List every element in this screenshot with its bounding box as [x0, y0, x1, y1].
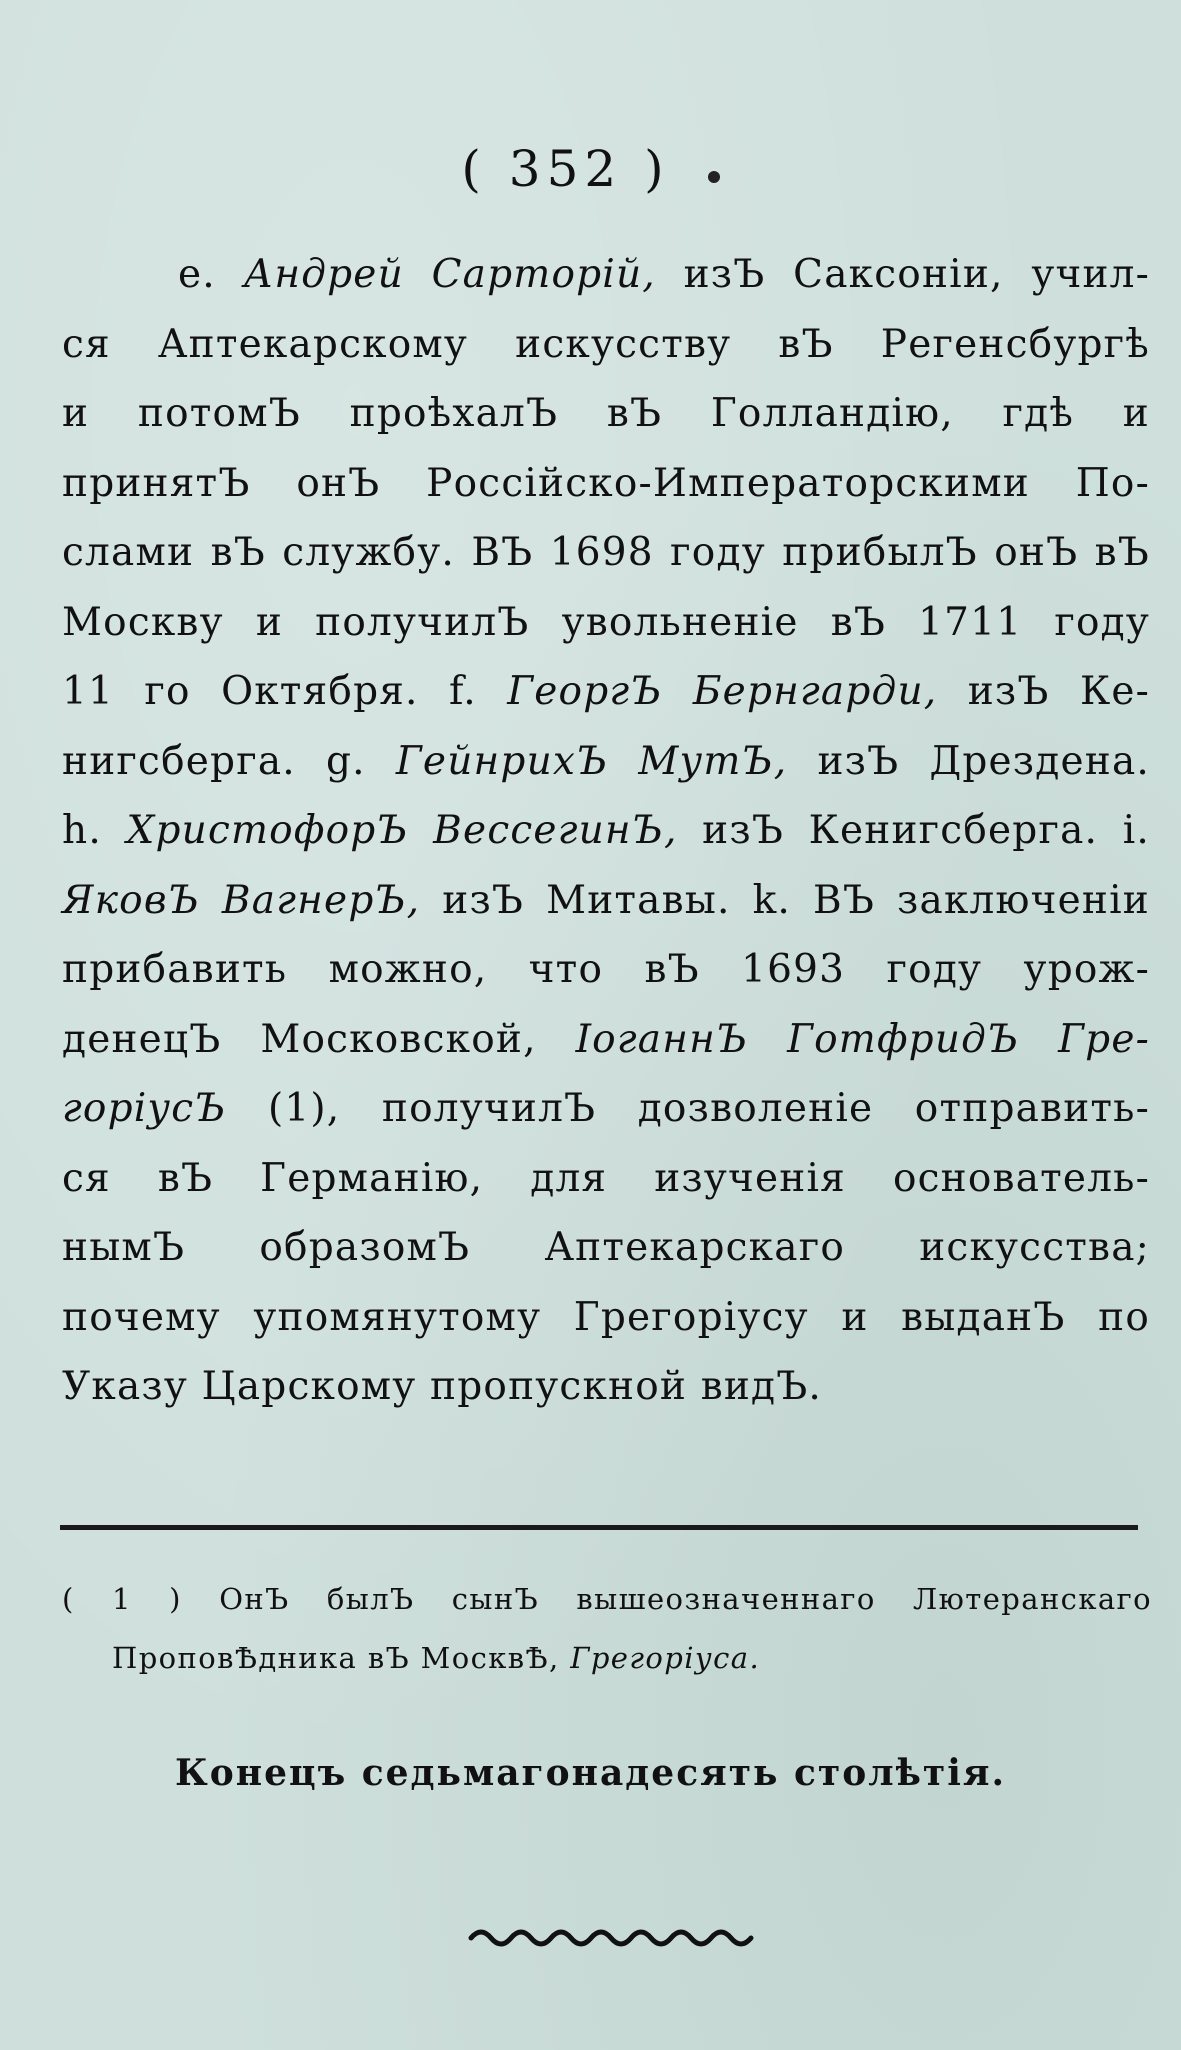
italic-name: ГейнрихЪ МутЪ, [395, 738, 788, 784]
text-line [62, 1213, 1150, 1283]
main-text [62, 240, 1150, 1422]
footnote-line-2-italic: Грегоріуса. [570, 1641, 761, 1675]
text-line [62, 449, 1150, 519]
text-segment: 11 го Октября. f. [62, 669, 508, 714]
italic-name: Андрей Сарторій, [243, 252, 656, 297]
text-segment: нымЪ образомЪ Аптекарскаго искусства; [62, 1225, 1150, 1270]
page-number-text: ( 352 ) [461, 140, 670, 198]
text-segment: e. [178, 252, 244, 297]
italic-name: горіусЪ [62, 1086, 227, 1131]
text-segment: изЪ Митавы. k. ВЪ заключеніи [420, 877, 1150, 923]
text-line [62, 1005, 1150, 1075]
italic-name: ЯковЪ ВагнерЪ, [62, 877, 421, 923]
italic-name: ГеоргЪ Бернгарди, [507, 669, 938, 714]
text-line [62, 379, 1150, 449]
text-segment: денецЪ Московской, [62, 1016, 576, 1062]
text-line [62, 727, 1150, 797]
text-line [62, 310, 1150, 380]
text-segment: изЪ Саксоніи, учил- [655, 252, 1150, 297]
footnote-line-2-text: ПроповѢдника вЪ МосквѢ, [112, 1641, 571, 1675]
text-segment: ся вЪ Германію, для изученія основатель- [62, 1155, 1150, 1201]
text-segment: h. [62, 808, 127, 853]
text-segment: и потомЪ проѣхалЪ вЪ Голландію, гдѣ и [62, 391, 1150, 436]
text-line [62, 1352, 1150, 1422]
footnote-line-2 [62, 1629, 1152, 1688]
text-segment: слами вЪ службу. ВЪ 1698 году прибылЪ онЪ вЪ [62, 530, 1150, 575]
text-line [62, 240, 1150, 310]
ink-dot [708, 171, 720, 183]
text-line [62, 657, 1150, 727]
text-segment: нигсберга. g. [62, 738, 396, 784]
text-line [62, 1144, 1150, 1214]
italic-name: ІоганнЪ ГотфридЪ Гре- [575, 1016, 1151, 1062]
text-line [62, 588, 1150, 658]
text-line [62, 1283, 1150, 1353]
text-segment: почему упомянутому Грегоріусу и выданЪ по [62, 1294, 1150, 1340]
text-line [62, 1074, 1150, 1144]
text-segment: Указу Царскому пропускной видЪ. [62, 1364, 823, 1409]
text-segment: изЪ Кенигсберга. i. [677, 808, 1150, 853]
section-end-title: Конецъ седьмагонадесять столѣтія. [174, 1752, 1007, 1794]
footnote [62, 1570, 1152, 1688]
text-line [62, 866, 1150, 936]
footnote-line-1: ( 1 ) ОнЪ былЪ сынЪ вышеозначеннаго Лютеранскаго [62, 1582, 1152, 1616]
wavy-ornament-icon [461, 1920, 761, 1950]
text-line [62, 935, 1150, 1005]
text-segment: изЪ Ке- [937, 669, 1150, 714]
text-segment: изЪ Дрездена. [787, 738, 1150, 784]
text-segment: прибавить можно, что вЪ 1693 году урож- [62, 947, 1150, 992]
page-number [0, 140, 1181, 198]
text-segment: Москву и получилЪ увольненіе вЪ 1711 году [62, 599, 1150, 645]
text-segment: принятЪ онЪ Россійско-Императорскими По- [62, 460, 1150, 506]
text-line [62, 796, 1150, 866]
text-segment: (1), получилЪ дозволеніе отправить- [226, 1086, 1150, 1131]
footnote-separator-rule [60, 1525, 1138, 1530]
italic-name: ХристофорЪ ВессегинЪ, [126, 808, 678, 853]
text-segment: ся Аптекарскому искусству вЪ Регенсбургѣ [62, 321, 1150, 367]
text-line [62, 518, 1150, 588]
